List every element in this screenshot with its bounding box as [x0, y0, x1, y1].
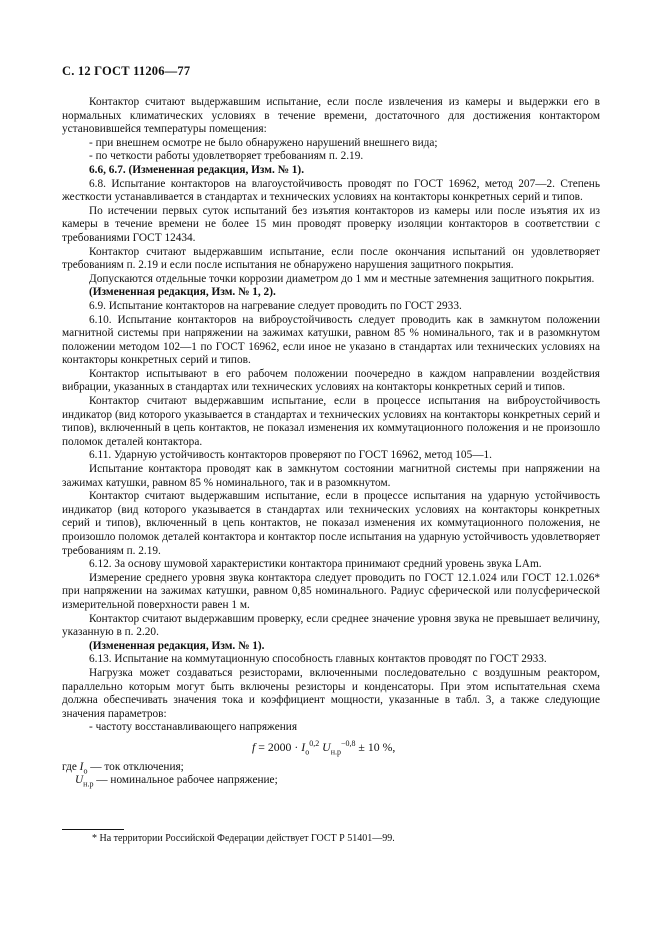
- paragraph: 6.13. Испытание на коммутационную способность главных контактов проводят по ГОСТ 2933.: [89, 653, 547, 666]
- formula-current-sub: о: [305, 747, 310, 757]
- paragraph: 6.10. Испытание контакторов на виброустойчивость следует проводить как в замкнутом положении магнитной системы при напряжении на зажимах катушки, равном 85 % номинального, так и в разомкнутом положении методом 102—1 по ГОСТ 16962, если иное не указано в стандартах или технических условиях на контакторы конкретных серий и типов.: [62, 313, 600, 367]
- formula-lhs: f: [252, 739, 256, 754]
- formula-current: I: [301, 739, 306, 754]
- paragraph: Измерение среднего уровня звука контактора следует проводить по ГОСТ 12.1.024 или ГОСТ 12.1.026* при напряжении на зажимах катушки, равном 0,85 номинального. Радиус сферической или полусферической измерительной поверхности равен 1 м.: [62, 571, 600, 611]
- paragraph: По истечении первых суток испытаний без изъятия контакторов из камеры или после изъятия их из камеры в течение времени не более 15 мин проводят проверку изоляции контакторов в соответствии с требованиями ГОСТ 12434.: [62, 204, 600, 244]
- paragraph: 6.9. Испытание контакторов на нагревание следует проводить по ГОСТ 2933.: [89, 299, 462, 312]
- list-item: - частоту восстанавливающего напряжения: [89, 721, 298, 734]
- paragraph: Контактор считают выдержавшим проверку, если среднее значение уровня звука не превышает величину, указанную в п. 2.20.: [62, 612, 600, 639]
- paragraph: Контактор считают выдержавшим испытание, если после извлечения из камеры и выдержки его в нормальных климатических условиях в течение времени, достаточного для достижения контактором установившейся температуры помещения:: [62, 96, 600, 136]
- footnote-divider: [62, 829, 124, 830]
- legend-line-voltage: [62, 774, 600, 788]
- footnote: * На территории Российской Федерации действует ГОСТ Р 51401—99.: [92, 833, 395, 844]
- paragraph: Контактор считают выдержавшим испытание, если после окончания испытаний он удовлетворяет требованиям п. 2.19 и если после испытания не обнаружено нарушения защитного покрытия.: [62, 245, 600, 272]
- formula-eq: = 2000 ·: [255, 739, 302, 754]
- legend-text: — ток отключения;: [87, 760, 184, 773]
- paragraph: Контактор считают выдержавшим испытание, если в процессе испытания на ударную устойчивость индикатор (вид которого указывается в стандартах или технических условиях на контакторы конкретных серий и типов), включенный в цепь контактов, не показал изменения их коммутационного положения, не произошло поломок деталей контактора и контактор после испытания на ударную устойчивость удовлетворяет требованиям п. 2.19.: [62, 490, 600, 557]
- amendment-note: (Измененная редакция, Изм. № 1).: [89, 639, 265, 652]
- legend-symbol-sub: о: [83, 765, 88, 775]
- formula-voltage-exp: −0,8: [340, 738, 356, 748]
- amendment-note: 6.6, 6.7. (Измененная редакция, Изм. № 1).: [89, 163, 305, 176]
- page-header: С. 12 ГОСТ 11206—77: [62, 64, 191, 78]
- paragraph: Контактор считают выдержавшим испытание, если в процессе испытания на виброустойчивость индикатор (вид которого указывается в стандартах и технических условиях на контакторы конкретных серий и типов), включенный в цепь контактов, не показал изменения их коммутационного положения и не произошло поломок деталей контактора.: [62, 395, 600, 448]
- paragraph: 6.11. Ударную устойчивость контакторов проверяют по ГОСТ 16962, метод 105—1.: [89, 449, 492, 462]
- legend-text: — номинальное рабочее напряжение;: [93, 774, 278, 787]
- paragraph: Допускаются отдельные точки коррозии диаметром до 1 мм и местные затемнения защитного покрытия.: [89, 272, 595, 285]
- paragraph: 6.8. Испытание контакторов на влагоустойчивость проводят по ГОСТ 16962, метод 207—2. Степень жесткости устанавливается в стандартах и технических условиях на контакторы конкретных серий и типов.: [62, 177, 600, 204]
- paragraph: 6.12. За основу шумовой характеристики контактора принимают средний уровень звука LAm.: [89, 558, 542, 571]
- legend-symbol: I: [79, 760, 84, 773]
- formula-legend: [62, 761, 600, 788]
- legend-symbol-sub: н.р: [83, 779, 94, 789]
- amendment-note: (Измененная редакция, Изм. № 1, 2).: [89, 286, 276, 299]
- paragraph: Нагрузка может создаваться резисторами, включенными последовательно с воздушным реактором, параллельно которым могут быть включены резисторы и конденсаторы. При этом испытательная схема должна обеспечивать значения тока и коэффициент мощности, указанные в табл. 3, а также следующие значения параметров:: [62, 666, 600, 720]
- legend-prefix: где: [62, 760, 80, 773]
- legend-symbol: U: [75, 774, 84, 787]
- legend-line-current: [62, 761, 600, 775]
- paragraph: Испытание контактора проводят как в замкнутом состоянии магнитной системы при напряжении на зажимах катушки, равном 85 % номинального, так и в разомкнутом.: [62, 463, 600, 489]
- document-body: [62, 96, 600, 788]
- paragraph: Контактор испытывают в его рабочем положении поочередно в каждом направлении воздействия вибрации, указанных в стандартах или технических условиях на контакторы конкретных серий и типов.: [62, 367, 600, 394]
- formula-voltage-sub: н.р: [330, 747, 341, 757]
- frequency-formula: [62, 738, 600, 757]
- formula-voltage: U: [322, 739, 331, 754]
- formula-current-exp: 0,2: [309, 738, 320, 748]
- list-item: - при внешнем осмотре не было обнаружено нарушений внешнего вида;: [89, 136, 438, 149]
- list-item: - по четкости работы удовлетворяет требованиям п. 2.19.: [89, 150, 364, 163]
- formula-tail: ± 10 %,: [355, 739, 396, 754]
